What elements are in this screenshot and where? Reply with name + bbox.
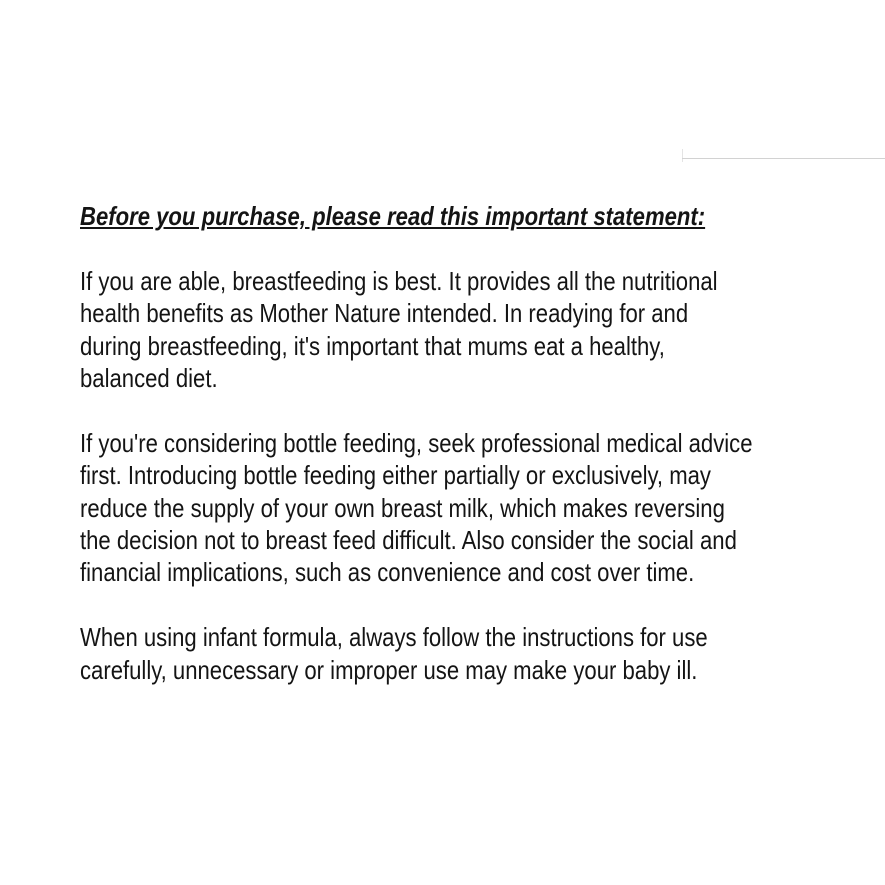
text-line: If you are able, breastfeeding is best. It provides all the nutritional: [80, 265, 718, 296]
statement-text-block: [80, 200, 753, 686]
statement-heading: Before you purchase, please read this important statement:: [80, 201, 706, 231]
text-line: financial implications, such as convenience and cost over time.: [80, 557, 695, 588]
table-corner-artifact: [682, 149, 683, 162]
text-line: health benefits as Mother Nature intended. In readying for and: [80, 298, 689, 329]
text-line: reduce the supply of your own breast milk, which makes reversing: [80, 492, 725, 523]
text-line: balanced diet.: [80, 363, 218, 394]
paragraph-bottle-feeding-advice: [80, 427, 753, 589]
text-line: If you're considering bottle feeding, seek professional medical advice: [80, 427, 753, 458]
paragraph-infant-formula-warning: [80, 621, 753, 686]
text-line: When using infant formula, always follow the instructions for use: [80, 622, 708, 653]
text-line: carefully, unnecessary or improper use may make your baby ill.: [80, 654, 698, 685]
text-line: during breastfeeding, it's important that mums eat a healthy,: [80, 330, 665, 361]
faint-divider-line: [682, 158, 885, 159]
paragraph-breastfeeding-best: [80, 265, 753, 395]
text-line: the decision not to breast feed difficult. Also consider the social and: [80, 525, 737, 556]
text-line: first. Introducing bottle feeding either partially or exclusively, may: [80, 460, 711, 491]
